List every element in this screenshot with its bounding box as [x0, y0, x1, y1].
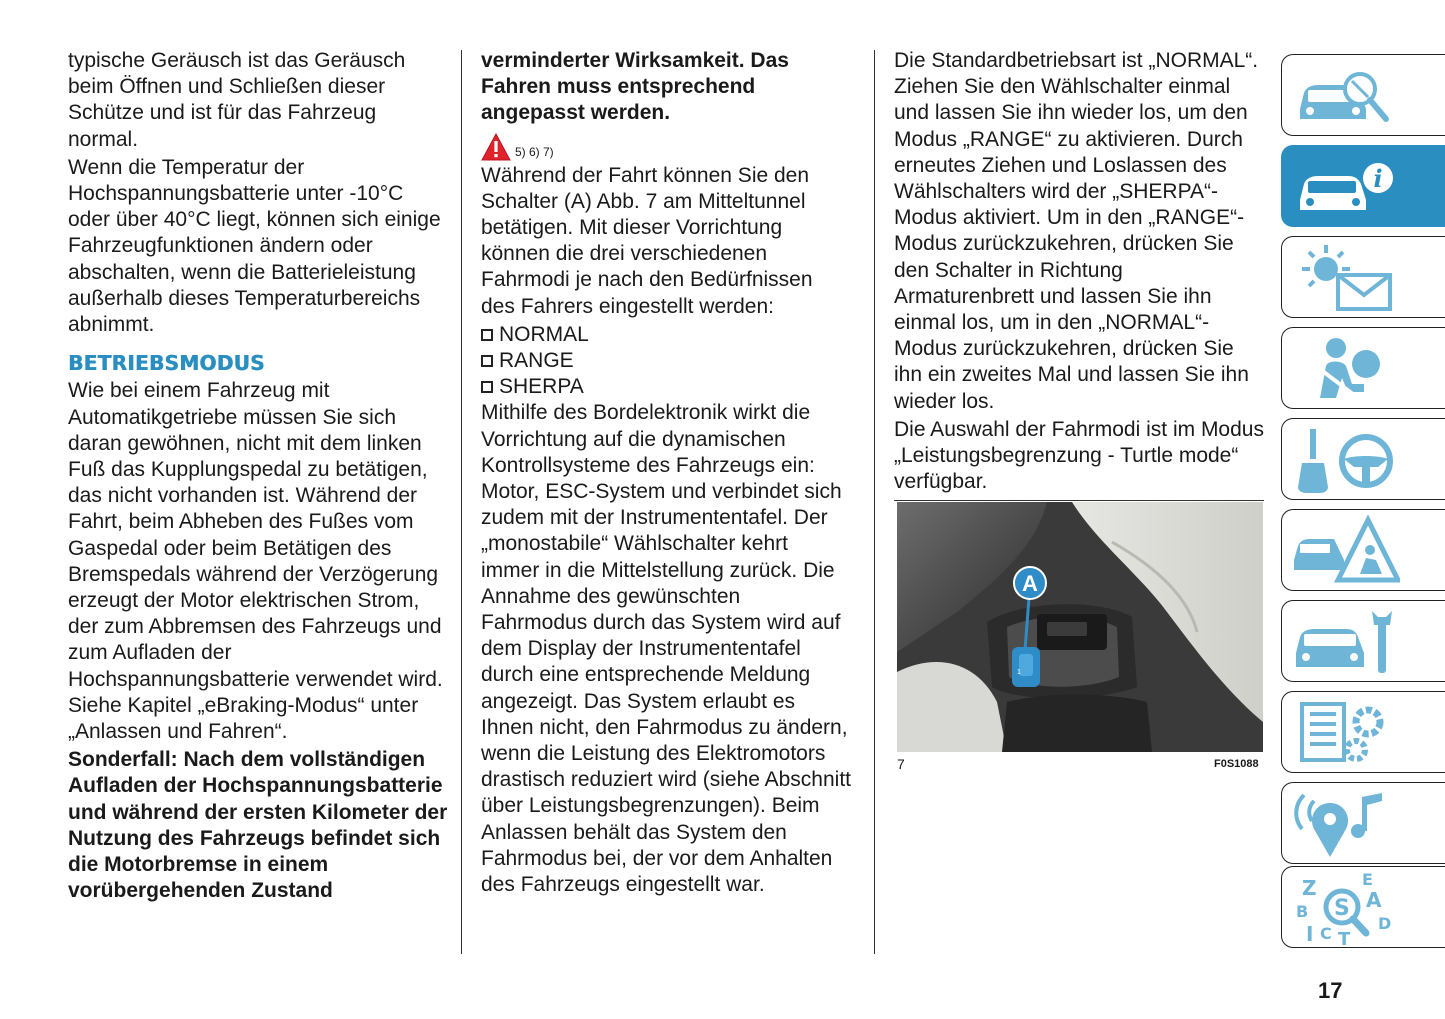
paragraph: Die Auswahl der Fahrmodi ist im Modus „Leistungsbegrenzung - Turtle mode“ verfügbar. — [894, 417, 1264, 494]
column-divider — [874, 50, 875, 954]
key-steering-wheel-icon — [1290, 423, 1400, 497]
paragraph: Wenn die Temperatur der Hochspannungsbatterie unter -10°C oder über 40°C liegt, können sich einige Fahrzeugfunktionen ändern oder abschalten, wenn die Batterieleistung außerhalb dieses Temperaturbereichs abnimmt. — [68, 155, 441, 337]
car-info-icon — [1290, 150, 1400, 224]
paragraph: Die Standardbetriebsart ist „NORMAL“. Ziehen Sie den Wählschalter einmal und lassen Sie ihn wieder los, um den Modus „RANGE“ zu aktivieren. Durch erneutes Ziehen und Loslassen des Wählschalters wird der „SHERPA“-Modus aktiviert. Um in den „RANGE“-Modus zurückzukehren, drücken Sie den Schalter in Richtung Armaturenbrett und lassen Sie ihn einmal los, um in den „NORMAL“-Modus zurückzukehren, drücken Sie ihn ein zweites Mal und lassen Sie ihn wieder los. — [894, 49, 1259, 413]
airbag-person-icon — [1290, 332, 1400, 406]
tab-vehicle-info[interactable] — [1281, 145, 1445, 227]
index-letter: E — [1362, 871, 1373, 889]
tab-vehicle-overview[interactable] — [1281, 54, 1445, 136]
car-magnifier-icon — [1290, 59, 1400, 133]
list-item — [481, 322, 851, 348]
list-item — [481, 348, 851, 374]
index-letter: D — [1378, 914, 1392, 933]
index-letter: Z — [1302, 876, 1317, 900]
tab-technical-data[interactable] — [1281, 691, 1445, 773]
paragraph: Während der Fahrt können Sie den Schalter (A) Abb. 7 am Mitteltunnel betätigen. Mit dieser Vorrichtung können die drei verschiedenen Fahrmodi je nach den Bedürfnissen des Fahrers eingestellt werden: — [481, 163, 813, 318]
tab-lights-messages[interactable] — [1281, 236, 1445, 318]
tab-emergency[interactable] — [1281, 509, 1445, 591]
square-bullet-icon — [481, 381, 493, 393]
tab-maintenance[interactable] — [1281, 600, 1445, 682]
list-item — [481, 374, 851, 400]
mode-label: RANGE — [499, 349, 574, 373]
alphabet-index-icon — [1290, 871, 1400, 945]
tab-index[interactable] — [1281, 866, 1445, 948]
figure-top-rule — [894, 500, 1264, 501]
square-bullet-icon — [481, 329, 493, 341]
square-bullet-icon — [481, 355, 493, 367]
column-1 — [68, 48, 448, 907]
figure-callout-label: A — [1022, 571, 1038, 596]
figure-code: F0S1088 — [1214, 758, 1259, 770]
warning-reference — [481, 129, 851, 161]
button-label: 1 — [1017, 669, 1021, 676]
tab-multimedia[interactable] — [1281, 782, 1445, 864]
column-3 — [894, 48, 1266, 497]
car-wrench-icon — [1290, 605, 1400, 679]
tab-starting-driving[interactable] — [1281, 418, 1445, 500]
location-music-icon — [1290, 787, 1400, 861]
bold-note: Sonderfall: Nach dem vollständigen Aufladen der Hochspannungsbatterie und während der ersten Kilometer der Nutzung des Fahrzeugs befindet sich die Motorbremse in einem vorübergehenden Zustand — [68, 748, 448, 903]
index-letter: T — [1338, 929, 1351, 945]
paragraph: Wie bei einem Fahrzeug mit Automatikgetriebe müssen Sie sich daran gewöhnen, nicht mit dem linken Fuß das Kupplungspedal zu betätigen, das nicht vorhanden ist. Während der Fahrt, beim Abheben des Fußes vom Gaspedal oder beim Betätigen des Bremspedals während der Verzögerung erzeugt der Motor elektrischen Strom, der zum Abbremsen des Fahrzeugs und zum Aufladen der Hochspannungsbatterie verwendet wird. Siehe Kapitel „eBraking-Modus“ unter „Anlassen und Fahren“. — [68, 379, 443, 744]
index-letter: B — [1296, 902, 1309, 921]
light-envelope-icon — [1290, 241, 1400, 315]
mode-label: SHERPA — [499, 375, 584, 399]
warning-triangle-icon — [481, 133, 511, 161]
index-letter: I — [1306, 922, 1314, 945]
bold-note: verminderter Wirksamkeit. Das Fahren muss entsprechend angepasst werden. — [481, 49, 789, 125]
paragraph: typische Geräusch ist das Geräusch beim Öffnen und Schließen dieser Schütze und ist für das Fahrzeug normal. — [68, 49, 406, 151]
svg-text:i: i — [1373, 164, 1383, 193]
column-2 — [481, 48, 851, 900]
section-heading: BETRIEBSMODUS — [68, 351, 265, 376]
tab-safety[interactable] — [1281, 327, 1445, 409]
car-warning-icon — [1290, 514, 1400, 588]
paragraph: Mithilfe des Bordelektronik wirkt die Vorrichtung auf die dynamischen Kontrollsysteme des Fahrzeugs ein: Motor, ESC-System und verbindet sich zudem mit der Instrumententafel. Der „monostabile“ Wählschalter kehrt immer in die Mittelstellung zurück. Die Annahme des gewünschten Fahrmodus durch das System wird auf dem Display der Instrumententafel durch eine entsprechende Meldung angezeigt. Das System erlaubt es Ihnen nicht, den Fahrmodus zu ändern, wenn die Leistung des Elektromotors drastisch reduziert wird (siehe Abschnitt über Leistungsbegrenzungen). Beim Anlassen behält das System den Fahrmodus bei, der vor dem Anhalten des Fahrzeugs eingestellt war. — [481, 401, 851, 897]
index-letter: A — [1366, 888, 1382, 912]
mode-label: NORMAL — [499, 322, 589, 346]
figure-number: 7 — [897, 756, 905, 772]
index-letter: S — [1334, 896, 1350, 921]
index-letter: C — [1320, 924, 1332, 943]
list-gears-icon — [1290, 696, 1400, 770]
figure-photo — [897, 502, 1263, 752]
column-divider — [461, 50, 462, 954]
warning-refs: 5) 6) 7) — [515, 144, 554, 159]
page-number: 17 — [1318, 978, 1343, 1003]
